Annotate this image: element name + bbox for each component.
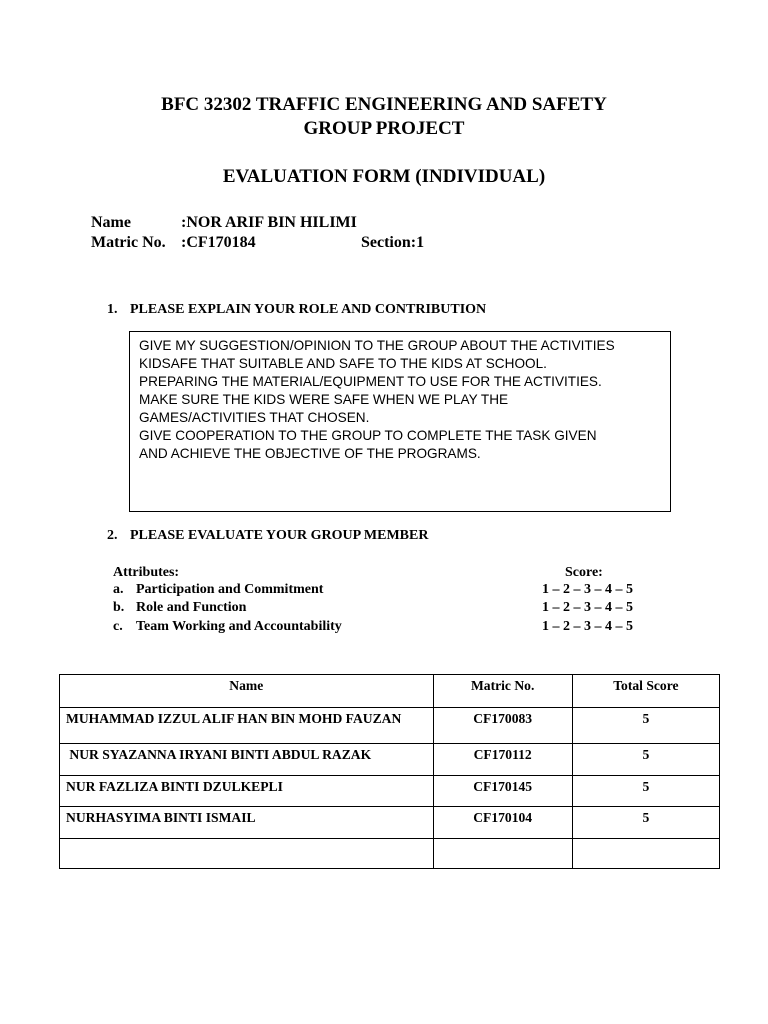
table-row (60, 744, 720, 776)
matric-label: Matric No. (91, 234, 166, 251)
question1-text: PLEASE EXPLAIN YOUR ROLE AND CONTRIBUTION (130, 302, 487, 317)
document-title-line1: BFC 32302 TRAFFIC ENGINEERING AND SAFETY (161, 94, 607, 115)
member-score: 5 (572, 776, 719, 807)
score-label: Score: (565, 565, 603, 580)
member-name: NURHASYIMA BINTI ISMAIL (60, 807, 434, 839)
question2-number: 2. (107, 528, 118, 543)
attribute-scale: 1 – 2 – 3 – 4 – 5 (542, 600, 633, 615)
attribute-scale: 1 – 2 – 3 – 4 – 5 (542, 582, 633, 597)
attribute-letter: a. (113, 582, 124, 597)
member-name: NUR FAZLIZA BINTI DZULKEPLI (60, 776, 434, 807)
member-score: 5 (572, 708, 719, 744)
table-row (60, 776, 720, 807)
attribute-label: Role and Function (136, 600, 247, 615)
answer-line: GAMES/ACTIVITIES THAT CHOSEN. (139, 410, 370, 425)
table-header-row (60, 675, 720, 708)
answer-line: GIVE MY SUGGESTION/OPINION TO THE GROUP ABOUT THE ACTIVITIES (139, 338, 615, 353)
name-value: :NOR ARIF BIN HILIMI (181, 214, 357, 231)
member-matric: CF170145 (433, 776, 572, 807)
answer-line: GIVE COOPERATION TO THE GROUP TO COMPLETE THE TASK GIVEN (139, 428, 597, 443)
attribute-label: Participation and Commitment (136, 582, 324, 597)
document-title-line2: GROUP PROJECT (303, 118, 465, 139)
header-matric: Matric No. (433, 675, 572, 708)
attribute-scale: 1 – 2 – 3 – 4 – 5 (542, 619, 633, 634)
member-matric: CF170083 (433, 708, 572, 744)
member-matric: CF170104 (433, 807, 572, 839)
member-matric: CF170112 (433, 744, 572, 776)
question2-text: PLEASE EVALUATE YOUR GROUP MEMBER (130, 528, 429, 543)
member-score: 5 (572, 807, 719, 839)
member-score: 5 (572, 744, 719, 776)
table-row (60, 807, 720, 839)
table-row-empty (60, 839, 720, 869)
answer-box (129, 331, 671, 512)
answer-line: MAKE SURE THE KIDS WERE SAFE WHEN WE PLAY THE (139, 392, 509, 407)
member-name: NUR SYAZANNA IRYANI BINTI ABDUL RAZAK (60, 744, 434, 776)
answer-line: KIDSAFE THAT SUITABLE AND SAFE TO THE KIDS AT SCHOOL. (139, 356, 547, 371)
section-value: Section:1 (361, 234, 425, 251)
attribute-letter: c. (113, 619, 123, 634)
name-label: Name (91, 214, 131, 231)
matric-value: :CF170184 (181, 234, 256, 251)
form-subtitle: EVALUATION FORM (INDIVIDUAL) (222, 166, 546, 187)
header-name: Name (60, 675, 434, 708)
member-matric (433, 839, 572, 869)
member-name: MUHAMMAD IZZUL ALIF HAN BIN MOHD FAUZAN (60, 708, 434, 744)
header-total-score: Total Score (572, 675, 719, 708)
attributes-label: Attributes: (113, 565, 180, 580)
question1-number: 1. (107, 302, 118, 317)
attribute-letter: b. (113, 600, 125, 615)
group-member-table (59, 674, 720, 869)
answer-line: PREPARING THE MATERIAL/EQUIPMENT TO USE FOR THE ACTIVITIES. (139, 374, 602, 389)
member-name (60, 839, 434, 869)
member-score (572, 839, 719, 869)
table-row (60, 708, 720, 744)
attribute-label: Team Working and Accountability (136, 619, 342, 634)
answer-line: AND ACHIEVE THE OBJECTIVE OF THE PROGRAMS. (139, 446, 481, 461)
